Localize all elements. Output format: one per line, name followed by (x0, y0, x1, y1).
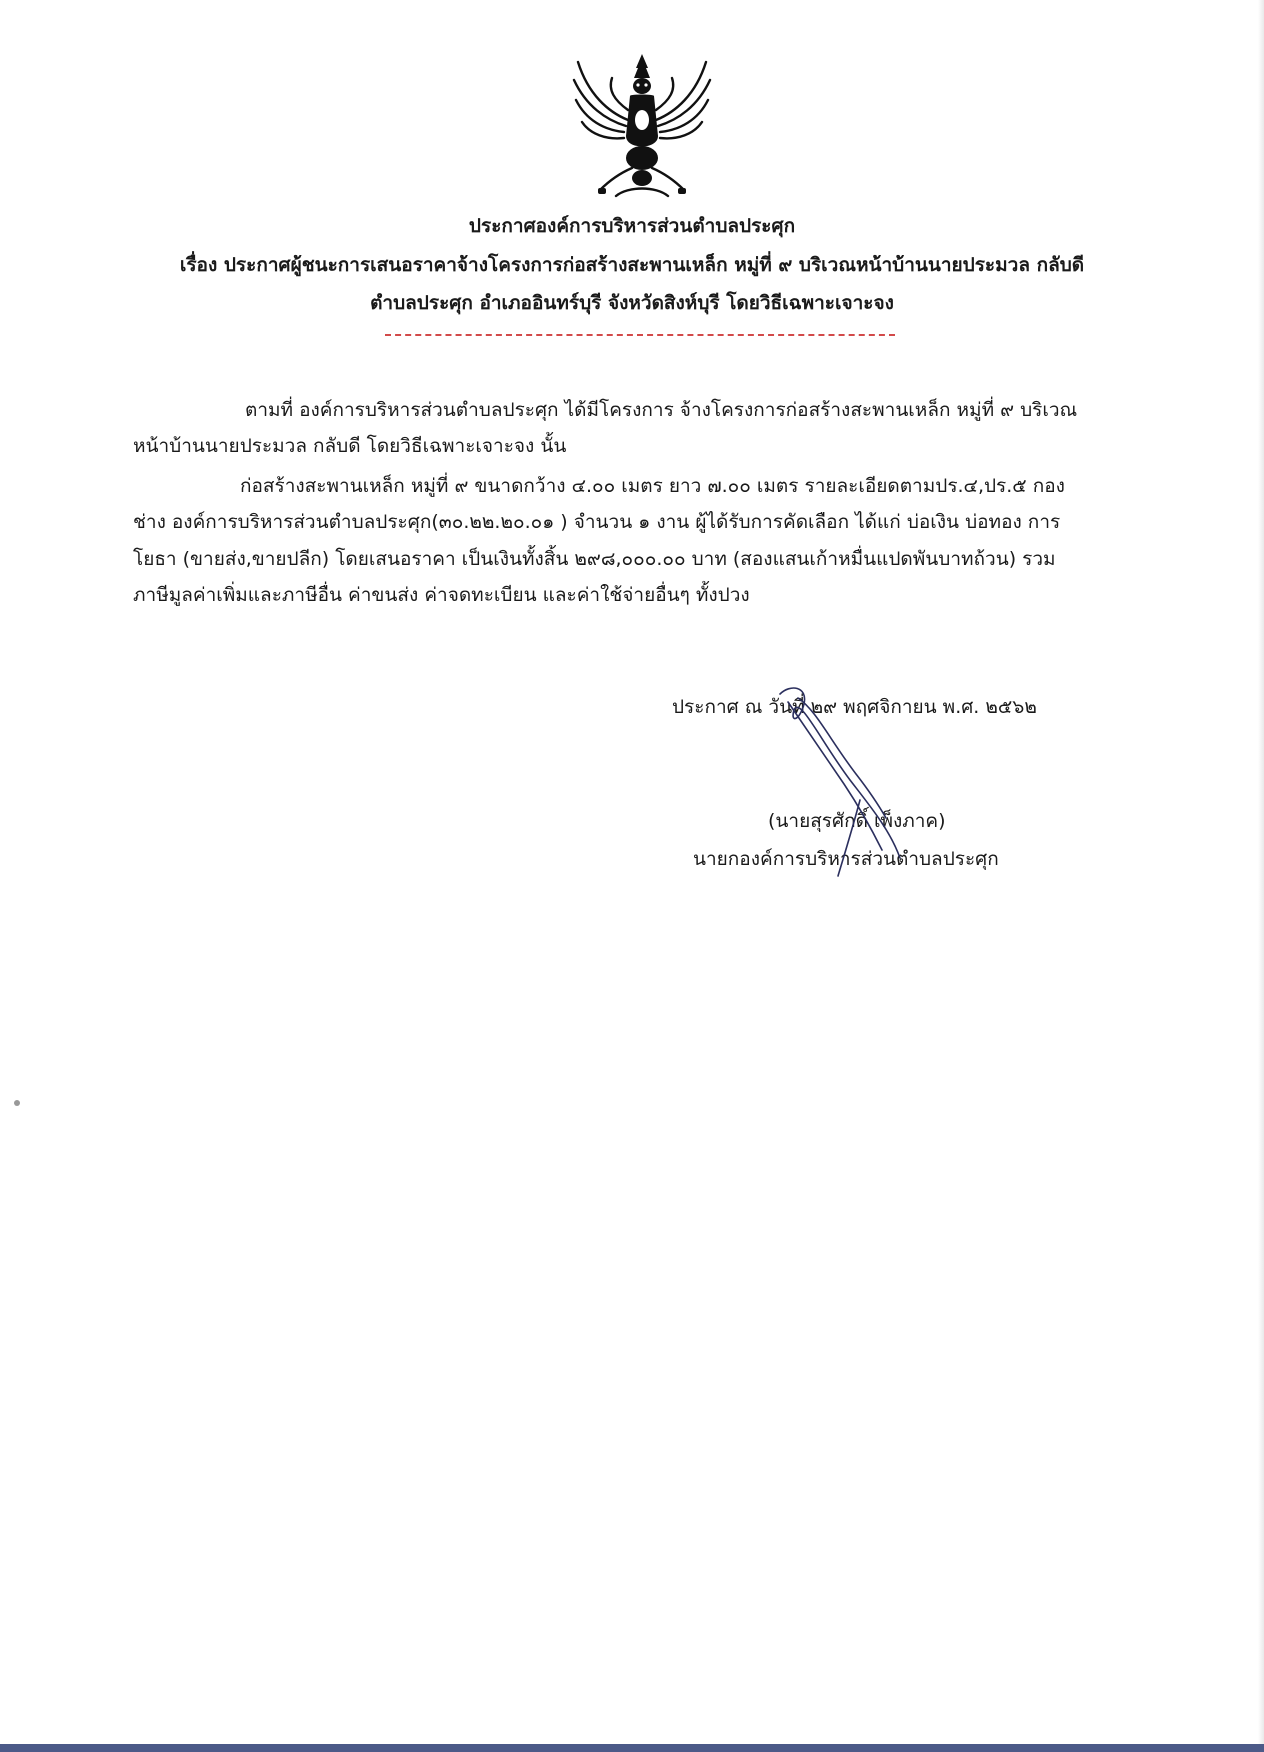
announcement-title: ประกาศองค์การบริหารส่วนตำบลประศุก (468, 215, 796, 237)
signatory-name: (นายสุรศักดิ์ เพ็งภาค) (768, 810, 946, 832)
subject-line-2: ตำบลประศุก อำเภออินทร์บุรี จังหวัดสิงห์บุรี โดยวิธีเฉพาะเจาะจง (370, 292, 894, 314)
subject-line-1: เรื่อง ประกาศผู้ชนะการเสนอราคาจ้างโครงการก่อสร้างสะพานเหล็ก หมู่ที่ ๙ บริเวณหน้าบ้านนายประมวล กลับดี (179, 254, 1085, 276)
handwritten-signature (760, 680, 910, 880)
title-divider (385, 334, 895, 336)
scan-edge-right (1258, 0, 1264, 1752)
body-line-1: ตามที่ องค์การบริหารส่วนตำบลประศุก ได้มีโครงการ จ้างโครงการก่อสร้างสะพานเหล็ก หมู่ที่ ๙ บริเวณ (245, 399, 1078, 421)
body-line-6: ภาษีมูลค่าเพิ่มและภาษีอื่น ค่าขนส่ง ค่าจดทะเบียน และค่าใช้จ่ายอื่นๆ ทั้งปวง (133, 584, 750, 606)
scan-edge-bottom (0, 1744, 1264, 1752)
scan-speck (14, 1100, 20, 1106)
body-line-4: ช่าง องค์การบริหารส่วนตำบลประศุก(๓๐.๒๒.๒๐.๐๑ ) จำนวน ๑ งาน ผู้ได้รับการคัดเลือก ได้แก่ บ่อเงิน บ่อทอง การ (133, 511, 1061, 533)
body-line-2: หน้าบ้านนายประมวล กลับดี โดยวิธีเฉพาะเจาะจง นั้น (133, 435, 567, 457)
signatory-position: นายกองค์การบริหารส่วนตำบลประศุก (693, 848, 999, 870)
body-line-5: โยธา (ขายส่ง,ขายปลีก) โดยเสนอราคา เป็นเงินทั้งสิ้น ๒๙๘,๐๐๐.๐๐ บาท (สองแสนเก้าหมื่นแปดพันบาทถ้วน) รวม (133, 548, 1056, 570)
garuda-emblem-icon (568, 50, 716, 202)
announcement-date: ประกาศ ณ วันที่ ๒๙ พฤศจิกายน พ.ศ. ๒๕๖๒ (672, 696, 1037, 718)
body-line-3: ก่อสร้างสะพานเหล็ก หมู่ที่ ๙ ขนาดกว้าง ๔.๐๐ เมตร ยาว ๗.๐๐ เมตร รายละเอียดตามปร.๔,ปร.๕ กอง (240, 475, 1065, 497)
